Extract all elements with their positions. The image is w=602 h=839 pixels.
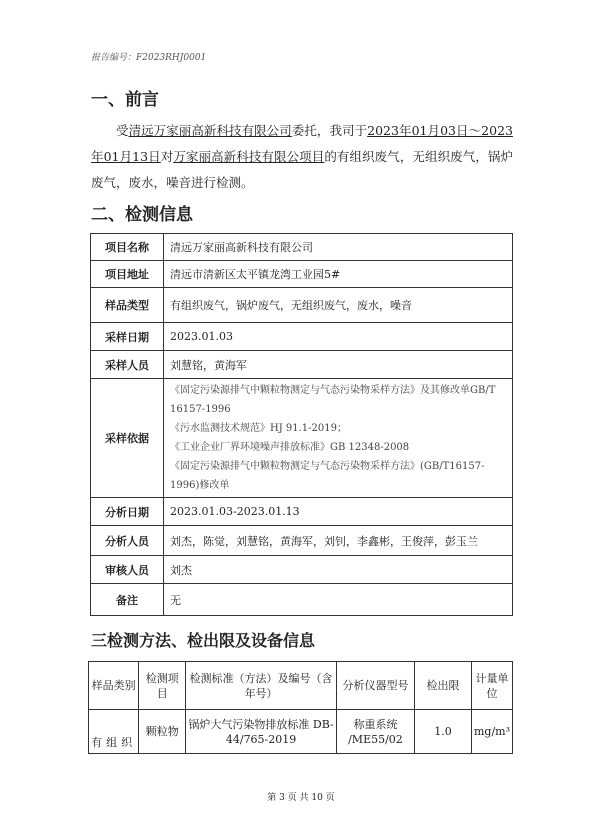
row-label: 采样日期 (91, 323, 164, 351)
cell: 锅炉大气污染物排放标准 DB-44/765-2019 (186, 710, 336, 754)
standard-line: 《工业企业厂界环境噪声排放标准》GB 12348-2008 (170, 442, 410, 453)
table-row (91, 288, 513, 323)
row-label: 采样依据 (91, 379, 164, 498)
row-label: 采样人员 (91, 351, 164, 379)
table-row (91, 261, 513, 288)
table-row (91, 234, 513, 261)
column-header: 分析仪器型号 (336, 662, 414, 710)
row-label: 分析人员 (91, 526, 164, 556)
methods-table (88, 661, 513, 754)
row-label: 样品类型 (91, 288, 164, 323)
table-row (91, 584, 513, 616)
row-label: 备注 (91, 584, 164, 616)
text: 受 (116, 123, 129, 138)
row-label: 项目名称 (91, 234, 164, 261)
text: 对 (160, 149, 174, 164)
table-row (91, 323, 513, 351)
page-footer: 第 3 页 共 10 页 (267, 793, 335, 803)
project-name: 万家丽高新科技有限公项目 (173, 149, 325, 164)
cell: 称重系统 /ME55/02 (336, 710, 414, 754)
client-name: 清远万家丽高新科技有限公司 (128, 123, 292, 138)
row-value: 2023.01.03 (164, 323, 513, 351)
cell: 颗粒物 (139, 710, 186, 754)
standard-line: 《固定污染源排气中颗粒物测定与气态污染物采样方法》及其修改单GB/T 16157-1996 (170, 385, 496, 415)
table-header-row (89, 662, 513, 710)
row-value: 有组织废气，锅炉废气，无组织废气，废水，噪音 (164, 288, 513, 323)
intro-paragraph (91, 118, 513, 196)
row-value: 2023.01.03-2023.01.13 (164, 498, 513, 526)
table-row (91, 351, 513, 379)
row-label: 项目地址 (91, 261, 164, 288)
cell: 有组织 (89, 710, 139, 754)
section-title-info: 二、检测信息 (91, 205, 193, 225)
table-row (89, 710, 513, 754)
row-value: 无 (164, 584, 513, 616)
info-table (90, 233, 513, 616)
cell: 1.0 (415, 710, 472, 754)
table-row (91, 379, 513, 498)
row-value (164, 379, 513, 498)
table-row (91, 556, 513, 584)
column-header: 检出限 (415, 662, 472, 710)
row-value: 刘杰，陈觉，刘慧铭，黄海军，刘钊，李鑫彬，王俊萍，彭玉兰 (164, 526, 513, 556)
row-value: 清远万家丽高新科技有限公司 (164, 234, 513, 261)
column-header: 样品类别 (89, 662, 139, 710)
cell: mg/m³ (471, 710, 512, 754)
row-value: 清远市清新区太平镇龙湾工业园5# (164, 261, 513, 288)
section-title-intro: 一、前言 (91, 90, 159, 110)
table-row (91, 526, 513, 556)
column-header: 检测项目 (139, 662, 186, 710)
table-row (91, 498, 513, 526)
column-header: 计量单位 (471, 662, 512, 710)
text: 委托，我司于 (291, 123, 368, 138)
standard-line: 《污水监测技术规范》HJ 91.1-2019； (170, 423, 348, 434)
row-label: 审核人员 (91, 556, 164, 584)
date-range: 2023年01月03日～2023年01月13日 (91, 123, 513, 164)
row-value: 刘杰 (164, 556, 513, 584)
text: 的有组织废气，无组织废气，锅炉废气，废水，噪音进行检测。 (91, 149, 513, 190)
row-label: 分析日期 (91, 498, 164, 526)
row-value: 刘慧铭，黄海军 (164, 351, 513, 379)
column-header: 检测标准（方法）及编号（含年号） (186, 662, 336, 710)
report-number: 报告编号：F2023RHJ0001 (91, 53, 207, 63)
section-title-methods: 三检测方法、检出限及设备信息 (91, 631, 316, 650)
standard-line: 《固定污染源排气中颗粒物测定与气态污染物采样方法》(GB/T16157-1996)修改单 (170, 461, 485, 491)
